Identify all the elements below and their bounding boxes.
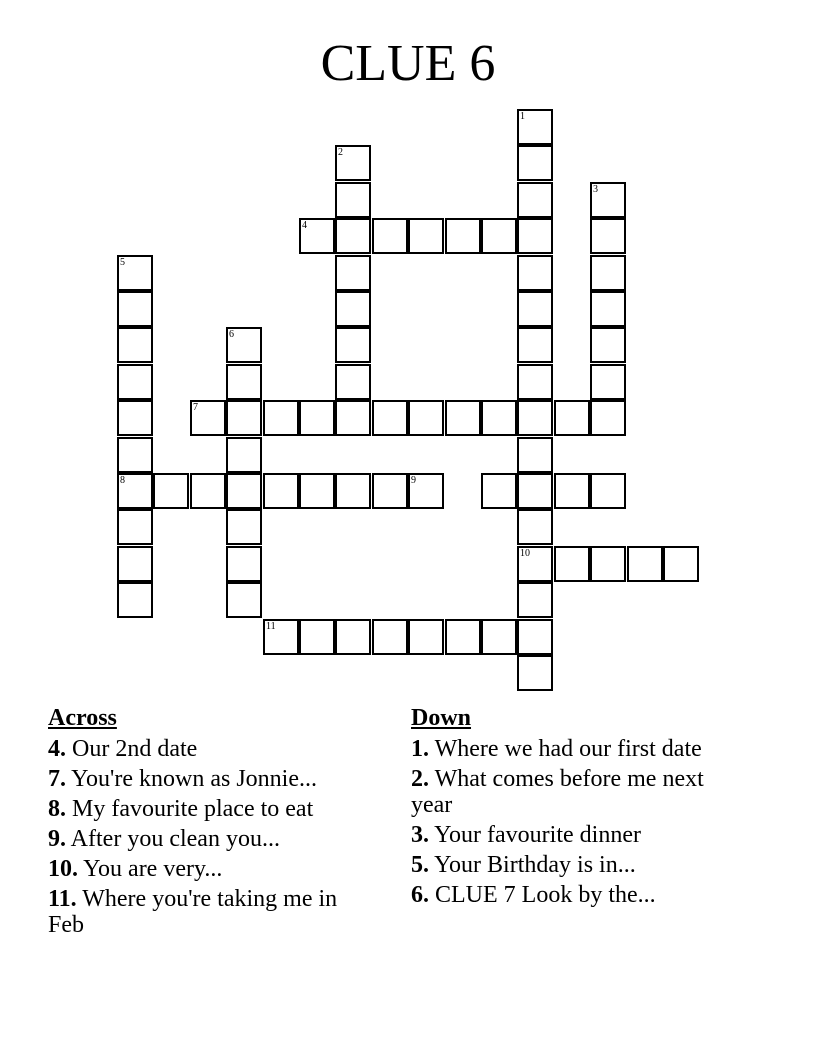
grid-cell[interactable] <box>590 182 626 218</box>
clue-across-8 <box>48 796 378 822</box>
clue-text: Your Birthday is in... <box>429 852 636 878</box>
grid-cell[interactable] <box>226 400 262 436</box>
grid-cell[interactable] <box>517 218 553 254</box>
cell-number: 7 <box>193 402 198 413</box>
grid-cell[interactable] <box>226 546 262 582</box>
clue-text: My favourite place to eat <box>66 796 314 822</box>
grid-cell[interactable] <box>117 582 153 618</box>
down-clues <box>411 704 741 912</box>
grid-cell[interactable] <box>554 546 590 582</box>
grid-cell[interactable] <box>481 400 517 436</box>
clue-text: Our 2nd date <box>66 736 198 762</box>
grid-cell[interactable] <box>226 509 262 545</box>
grid-cell[interactable] <box>226 582 262 618</box>
cell-number: 8 <box>120 475 125 486</box>
grid-cell[interactable] <box>408 473 444 509</box>
grid-cell[interactable] <box>372 218 408 254</box>
cell-number: 5 <box>120 257 125 268</box>
grid-cell[interactable] <box>190 473 226 509</box>
clue-text: You are very... <box>78 856 223 882</box>
clue-number: 2. <box>411 766 429 792</box>
grid-cell[interactable] <box>517 255 553 291</box>
grid-cell[interactable] <box>517 327 553 363</box>
down-heading: Down <box>411 705 472 731</box>
clue-across-9 <box>48 826 378 852</box>
grid-cell[interactable] <box>335 400 371 436</box>
clue-text: Where you're taking me in Feb <box>48 886 338 938</box>
grid-cell[interactable] <box>627 546 663 582</box>
grid-cell[interactable] <box>335 291 371 327</box>
clue-number: 10. <box>48 856 78 882</box>
grid-cell[interactable] <box>299 619 335 655</box>
grid-cell[interactable] <box>517 473 553 509</box>
clue-number: 4. <box>48 736 66 762</box>
clue-across-11 <box>48 886 378 938</box>
grid-cell[interactable] <box>299 400 335 436</box>
cell-number: 1 <box>520 111 525 122</box>
grid-cell[interactable] <box>117 364 153 400</box>
grid-cell[interactable] <box>190 400 226 436</box>
cell-number: 10 <box>520 548 530 559</box>
grid-cell[interactable] <box>517 182 553 218</box>
clue-number: 8. <box>48 796 66 822</box>
grid-cell[interactable] <box>408 619 444 655</box>
grid-cell[interactable] <box>590 364 626 400</box>
page-title: CLUE 6 <box>320 35 496 92</box>
grid-cell[interactable] <box>590 473 626 509</box>
clue-down-1 <box>411 736 741 762</box>
grid-cell[interactable] <box>481 218 517 254</box>
grid-cell[interactable] <box>117 255 153 291</box>
grid-cell[interactable] <box>335 473 371 509</box>
grid-cell[interactable] <box>481 473 517 509</box>
grid-cell[interactable] <box>299 218 335 254</box>
clue-down-3 <box>411 822 741 848</box>
grid-cell[interactable] <box>445 619 481 655</box>
grid-cell[interactable] <box>153 473 189 509</box>
grid-cell[interactable] <box>117 291 153 327</box>
grid-cell[interactable] <box>663 546 699 582</box>
clue-number: 6. <box>411 882 429 908</box>
grid-cell[interactable] <box>226 437 262 473</box>
grid-cell[interactable] <box>590 400 626 436</box>
grid-cell[interactable] <box>445 218 481 254</box>
grid-cell[interactable] <box>335 182 371 218</box>
clue-down-6 <box>411 882 741 908</box>
grid-cell[interactable] <box>517 619 553 655</box>
grid-cell[interactable] <box>517 437 553 473</box>
grid-cell[interactable] <box>372 473 408 509</box>
grid-cell[interactable] <box>445 400 481 436</box>
across-heading: Across <box>48 705 117 731</box>
cell-number: 4 <box>302 220 307 231</box>
grid-cell[interactable] <box>517 509 553 545</box>
clue-across-7 <box>48 766 378 792</box>
cell-number: 9 <box>411 475 416 486</box>
grid-cell[interactable] <box>372 619 408 655</box>
grid-cell[interactable] <box>408 400 444 436</box>
grid-cell[interactable] <box>590 255 626 291</box>
grid-cell[interactable] <box>517 145 553 181</box>
grid-cell[interactable] <box>117 327 153 363</box>
grid-cell[interactable] <box>226 364 262 400</box>
grid-cell[interactable] <box>299 473 335 509</box>
grid-cell[interactable] <box>554 400 590 436</box>
clue-down-5 <box>411 852 741 878</box>
clue-number: 11. <box>48 886 77 912</box>
grid-cell[interactable] <box>517 109 553 145</box>
clue-number: 7. <box>48 766 66 792</box>
cell-number: 3 <box>593 184 598 195</box>
grid-cell[interactable] <box>590 546 626 582</box>
grid-cell[interactable] <box>590 327 626 363</box>
clue-number: 1. <box>411 736 429 762</box>
clue-across-4 <box>48 736 378 762</box>
grid-cell[interactable] <box>117 473 153 509</box>
clue-text: CLUE 7 Look by the... <box>429 882 656 908</box>
grid-cell[interactable] <box>117 400 153 436</box>
cell-number: 6 <box>229 329 234 340</box>
grid-cell[interactable] <box>335 255 371 291</box>
grid-cell[interactable] <box>372 400 408 436</box>
clue-text: Your favourite dinner <box>429 822 641 848</box>
grid-cell[interactable] <box>517 400 553 436</box>
across-clues <box>48 704 378 942</box>
clue-text: After you clean you... <box>66 826 280 852</box>
grid-cell[interactable] <box>335 327 371 363</box>
clue-number: 5. <box>411 852 429 878</box>
grid-cell[interactable] <box>117 437 153 473</box>
grid-cell[interactable] <box>590 291 626 327</box>
clue-text: What comes before me next year <box>411 766 704 818</box>
clue-number: 3. <box>411 822 429 848</box>
grid-cell[interactable] <box>335 619 371 655</box>
cell-number: 11 <box>266 621 276 632</box>
clue-text: Where we had our first date <box>429 736 702 762</box>
clue-down-2 <box>411 766 741 818</box>
grid-cell[interactable] <box>517 582 553 618</box>
grid-cell[interactable] <box>226 473 262 509</box>
grid-cell[interactable] <box>226 327 262 363</box>
grid-cell[interactable] <box>517 364 553 400</box>
grid-cell[interactable] <box>335 364 371 400</box>
grid-cell[interactable] <box>335 145 371 181</box>
cell-number: 2 <box>338 147 343 158</box>
clue-number: 9. <box>48 826 66 852</box>
grid-cell[interactable] <box>517 291 553 327</box>
grid-cell[interactable] <box>263 473 299 509</box>
grid-cell[interactable] <box>517 655 553 691</box>
grid-cell[interactable] <box>263 400 299 436</box>
grid-cell[interactable] <box>117 546 153 582</box>
grid-cell[interactable] <box>481 619 517 655</box>
clue-across-10 <box>48 856 378 882</box>
grid-cell[interactable] <box>263 619 299 655</box>
grid-cell[interactable] <box>590 218 626 254</box>
grid-cell[interactable] <box>117 509 153 545</box>
grid-cell[interactable] <box>517 546 553 582</box>
clue-text: You're known as Jonnie... <box>66 766 317 792</box>
grid-cell[interactable] <box>335 218 371 254</box>
grid-cell[interactable] <box>554 473 590 509</box>
grid-cell[interactable] <box>408 218 444 254</box>
